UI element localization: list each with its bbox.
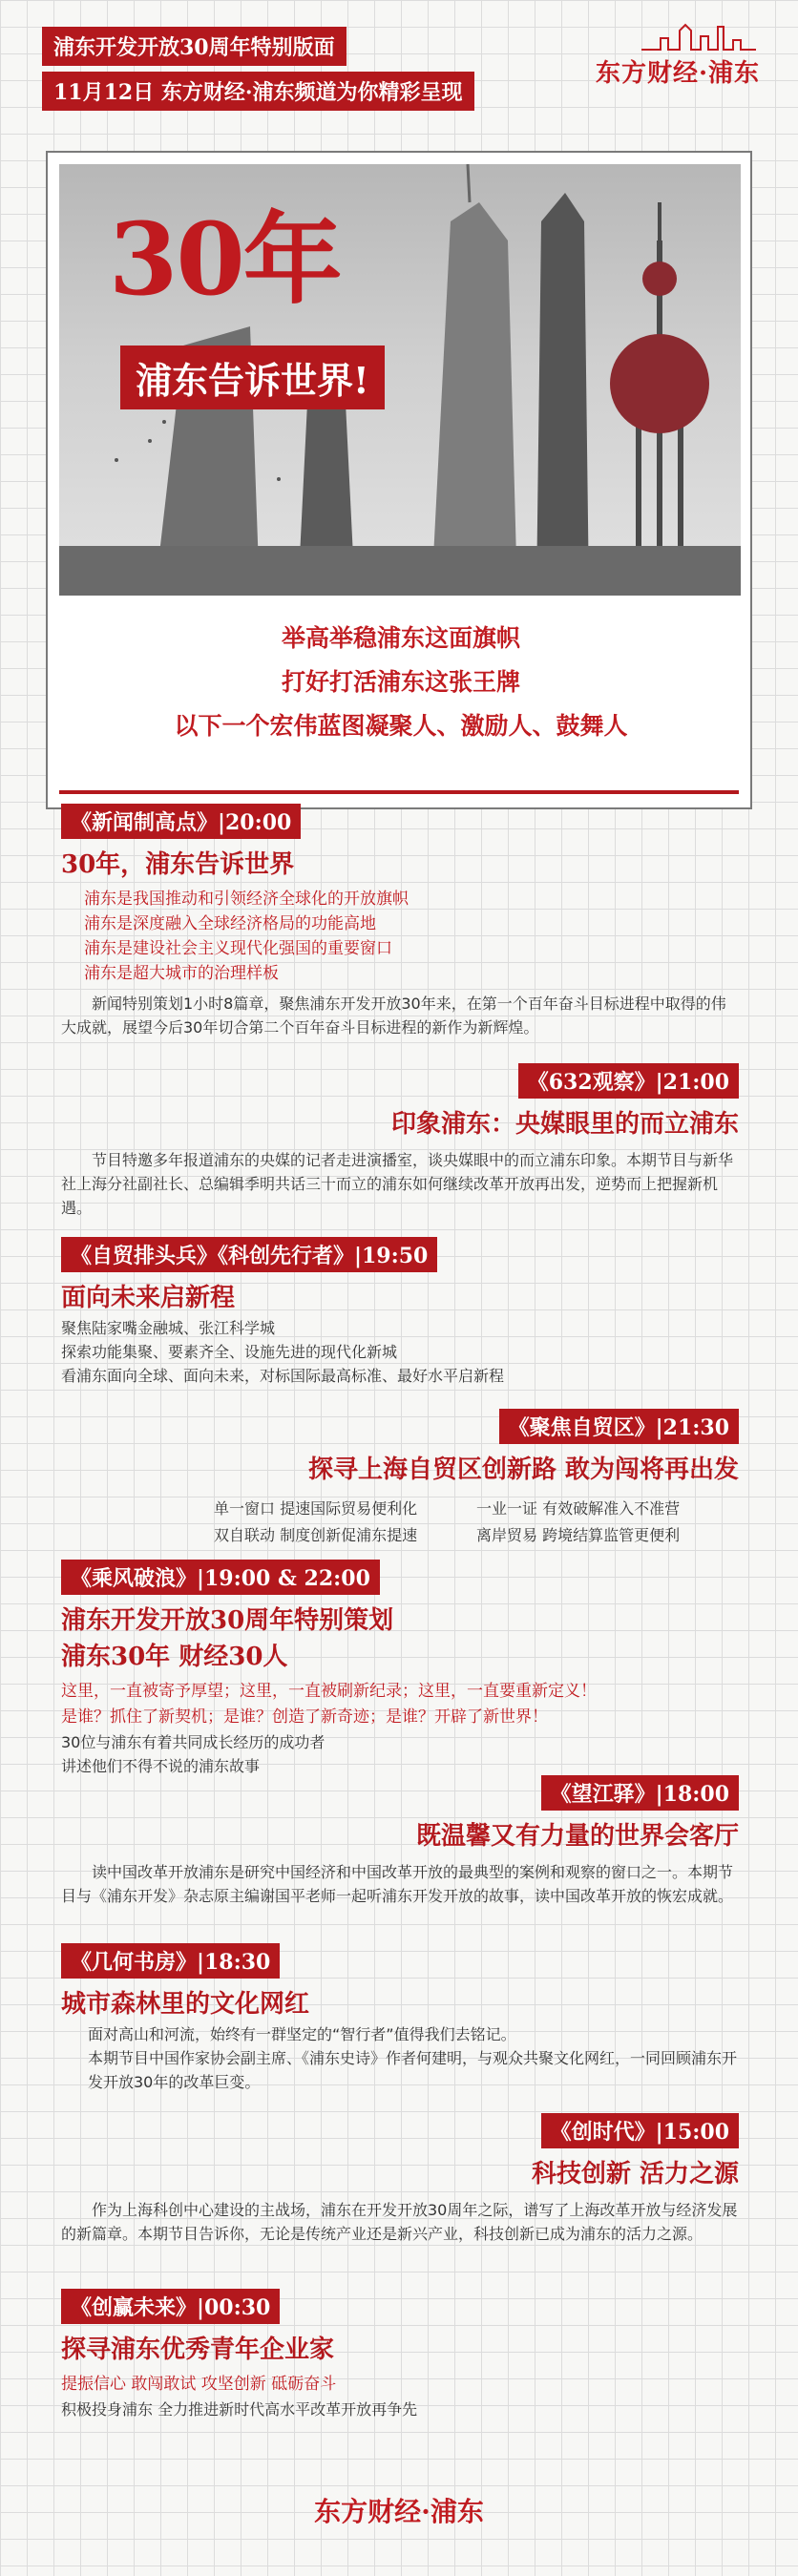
program-description: 新闻特别策划1小时8篇章，聚焦浦东开发开放30年来，在第一个百年奋斗目标进程中取得的伟大成就，展望今后30年切合第二个百年奋斗目标进程的新作为新辉煌。 [61, 995, 726, 1037]
program-line: 本期节目中国作家协会副主席、《浦东史诗》作者何建明，与观众共聚文化网红，一同回顾浦东开发开放30年的改革巨变。 [88, 2049, 738, 2091]
skyline-logo-icon [641, 21, 756, 52]
program-tag: 《632观察》|21:00 [518, 1063, 739, 1099]
program-line: 看浦东面向全球、面向未来，对标国际最高标准、最好水平启新程 [61, 1367, 505, 1385]
program-line: 面对高山和河流，始终有一群坚定的“智行者”值得我们去铭记。 [88, 2025, 516, 2043]
skyline-photo [59, 164, 741, 596]
hero-tagline: 浦东告诉世界! [120, 346, 385, 409]
program-section [61, 1063, 739, 1220]
program-title: 印象浦东：央媒眼里的而立浦东 [390, 1110, 739, 1139]
program-description: 作为上海科创中心建设的主战场，浦东在开发开放30周年之际，谱写了上海改革开放与经济发展的新篇章。本期节目告诉你，无论是传统产业还是新兴产业，科技创新已成为浦东的活力之源。 [61, 2201, 738, 2243]
program-line: 探索功能集聚、要素齐全、设施先进的现代化新城 [61, 1343, 398, 1361]
program-section [61, 2289, 739, 2421]
program-title: 30年，浦东告诉世界 [61, 850, 295, 879]
program-description: 节目特邀多年报道浦东的央媒的记者走进演播室，谈央媒眼中的而立浦东印象。本期节目与新华社上海分社副社长、总编辑季明共话三十而立的浦东如何继续改革开放再出发，逆势而上把握新机遇。 [61, 1151, 734, 1217]
brand-logo: 东方财经·浦东 [595, 59, 760, 88]
program-section [61, 2113, 739, 2246]
program-tag: 《聚焦自贸区》|21:30 [499, 1409, 739, 1444]
program-line: 30位与浦东有着共同成长经历的成功者 [61, 1733, 326, 1751]
program-tag: 《几何书房》|18:30 [61, 1943, 280, 1979]
hero-card [46, 151, 752, 809]
hero-slogan: 举高举稳浦东这面旗帜 [281, 624, 520, 652]
program-highlight: 提振信心 敢闯敢试 攻坚创新 砥砺奋斗 [61, 2375, 337, 2394]
program-item: 单一窗口 提速国际贸易便利化 [214, 1499, 418, 1518]
program-line: 积极投身浦东 全力推进新时代高水平改革开放再争先 [61, 2400, 418, 2419]
hero-divider [59, 790, 739, 794]
program-description: 读中国改革开放浦东是研究中国经济和中国改革开放的最典型的案例和观察的窗口之一。本期节目与《浦东开发》杂志原主编谢国平老师一起听浦东开发开放的故事，读中国改革开放的恢宏成就。 [61, 1863, 734, 1905]
program-tag: 《乘风破浪》|19:00 & 22:00 [61, 1560, 380, 1595]
hero-slogan: 打好打活浦东这张王牌 [281, 668, 520, 696]
program-item: 一业一证 有效破解准入不准营 [476, 1499, 681, 1518]
banner-subtitle: 11月12日 东方财经·浦东频道为你精彩呈现 [42, 72, 474, 111]
program-line: 聚焦陆家嘴金融城、张江科学城 [61, 1319, 276, 1337]
hero-slogans [48, 617, 754, 748]
program-item: 离岸贸易 跨境结算监管更便利 [476, 1526, 681, 1544]
program-tag: 《创赢未来》|00:30 [61, 2289, 280, 2324]
program-section [61, 1943, 739, 2094]
program-section [61, 1560, 739, 1778]
program-bullet: 浦东是建设社会主义现代化强国的重要窗口 [84, 939, 392, 958]
program-subtitle: 浦东30年 财经30人 [61, 1643, 288, 1671]
footer-logo: 东方财经·浦东 [314, 2496, 484, 2527]
program-tag: 《创时代》|15:00 [541, 2113, 739, 2148]
program-title: 面向未来启新程 [61, 1284, 236, 1312]
program-tag: 《自贸排头兵》《科创先行者》|19:50 [61, 1237, 437, 1272]
program-section [61, 1237, 739, 1388]
program-bullet: 浦东是超大城市的治理样板 [84, 964, 279, 983]
hero-headline: 30年 [109, 200, 341, 318]
program-section [61, 1775, 739, 1908]
program-tag: 《新闻制高点》|20:00 [61, 804, 301, 839]
program-title: 探寻浦东优秀青年企业家 [61, 2335, 335, 2364]
hero-slogan: 以下一个宏伟蓝图凝聚人、激励人、鼓舞人 [174, 712, 628, 740]
header-banner [42, 27, 760, 113]
program-section [61, 804, 739, 1039]
program-title: 科技创新 活力之源 [531, 2160, 739, 2189]
program-item: 双自联动 制度创新促浦东提速 [214, 1526, 418, 1544]
program-title: 浦东开发开放30周年特别策划 [61, 1606, 394, 1635]
program-highlight: 是谁？抓住了新契机；是谁？创造了新奇迹；是谁？开辟了新世界！ [61, 1707, 548, 1727]
program-bullet: 浦东是深度融入全球经济格局的功能高地 [84, 914, 376, 933]
program-title: 既温馨又有力量的世界会客厅 [415, 1822, 739, 1851]
program-line: 讲述他们不得不说的浦东故事 [61, 1757, 261, 1775]
program-tag: 《望江驿》|18:00 [541, 1775, 739, 1811]
program-title: 城市森林里的文化网红 [61, 1990, 310, 2019]
program-highlight: 这里，一直被寄予厚望；这里，一直被刷新纪录；这里，一直要重新定义！ [61, 1682, 597, 1701]
banner-title: 浦东开发开放30周年特别版面 [42, 27, 346, 66]
program-title: 探寻上海自贸区创新路 敢为闯将再出发 [307, 1456, 739, 1484]
program-bullet: 浦东是我国推动和引领经济全球化的开放旗帜 [84, 890, 409, 909]
program-section [61, 1409, 739, 1549]
